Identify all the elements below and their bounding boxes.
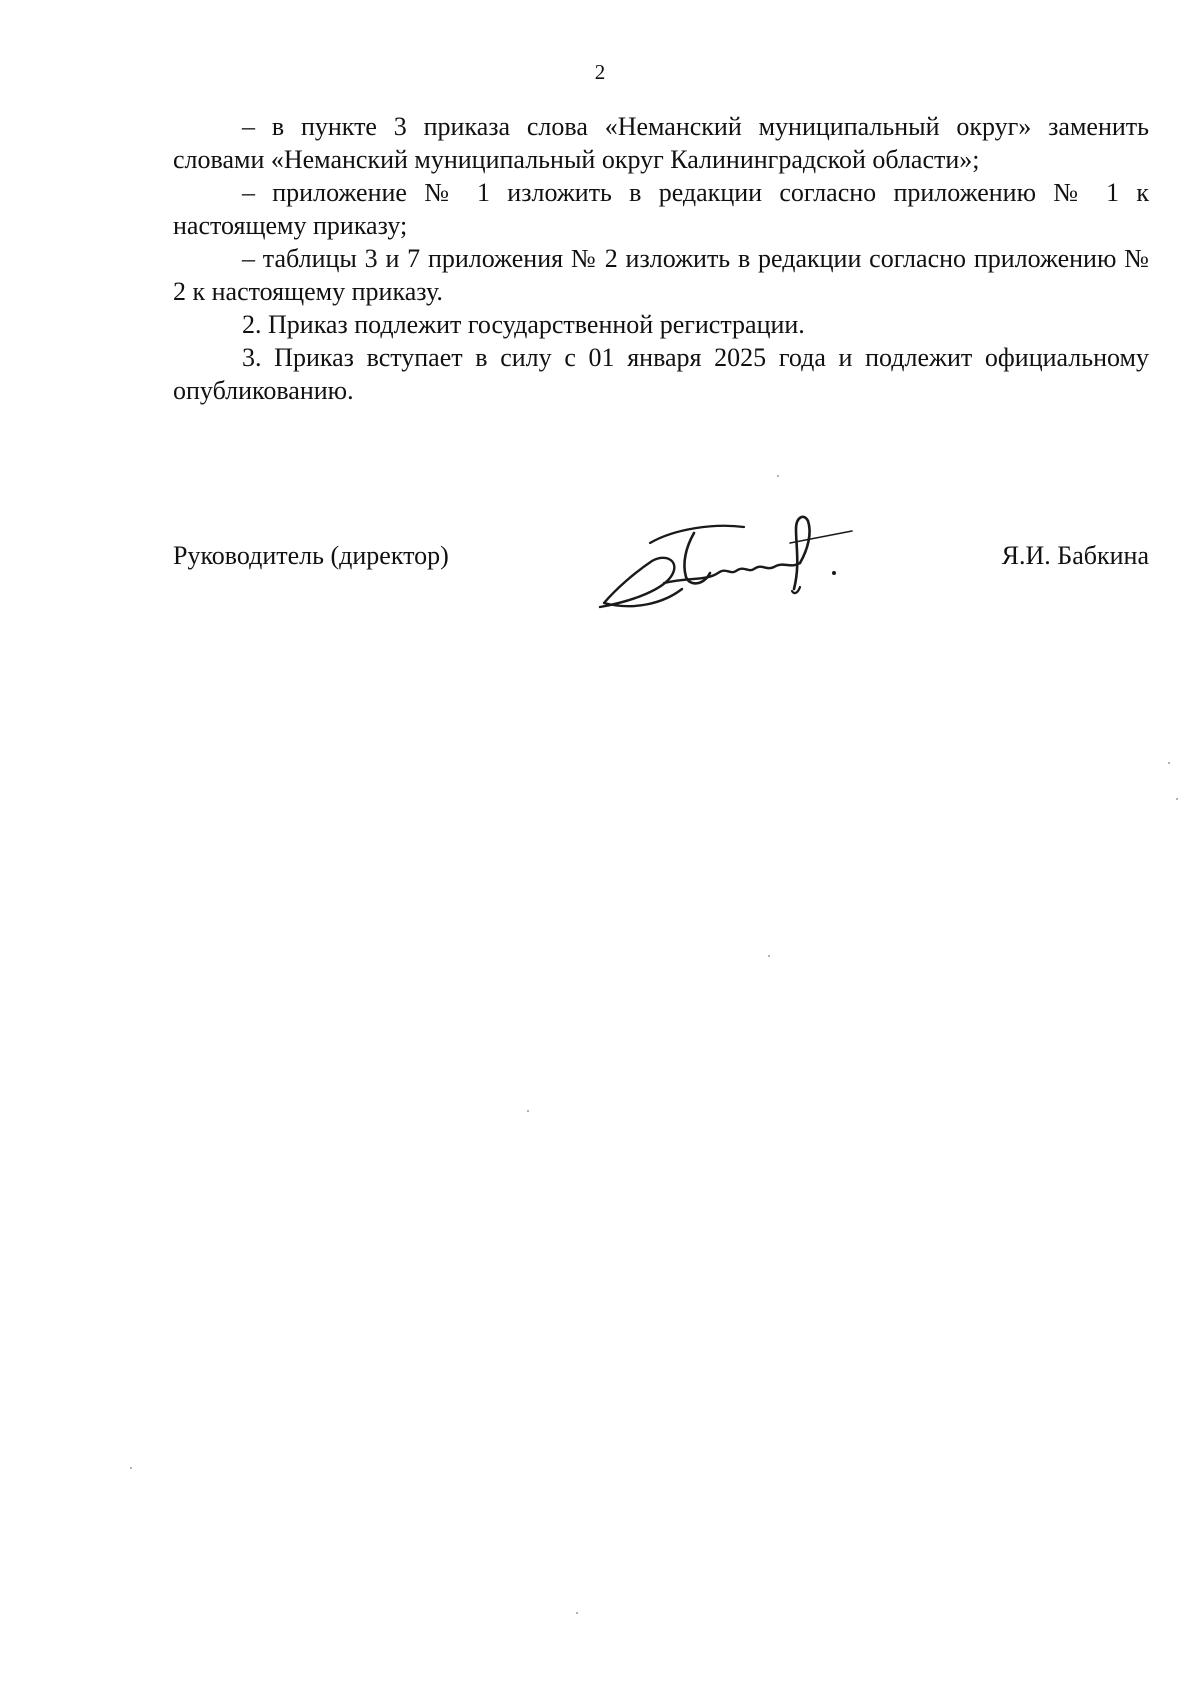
scan-speck [576, 1612, 578, 1614]
paragraph-registration: 2. Приказ подлежит государственной регистрации. [242, 310, 805, 339]
scan-speck [1176, 798, 1178, 800]
scan-speck [527, 1110, 529, 1112]
paragraph-appendix-1-change: – приложение № 1 изложить в редакции согласно приложению № 1 к настоящему приказу; [173, 178, 1149, 240]
signatory-title: Руководитель (директор) [173, 541, 449, 570]
signatory-name: Я.И. Бабкина [1001, 541, 1149, 570]
paragraph-item-3-change: – в пункте 3 приказа слова «Неманский муниципальный округ» заменить словами «Неманский муниципальный округ Калининградской области»; [173, 112, 1149, 174]
scan-speck [777, 475, 779, 477]
scan-speck [130, 1467, 132, 1469]
scan-speck [768, 955, 770, 957]
page-number: 2 [594, 60, 606, 84]
scan-speck [1168, 762, 1170, 764]
handwritten-signature-icon [594, 503, 864, 613]
paragraph-appendix-2-tables-change: – таблицы 3 и 7 приложения № 2 изложить в редакции согласно приложению № 2 к настоящему приказу. [173, 244, 1149, 306]
document-body [173, 110, 1149, 407]
paragraph-effective-date: 3. Приказ вступает в силу с 01 января 2025 года и подлежит официальному опубликованию. [173, 343, 1149, 405]
